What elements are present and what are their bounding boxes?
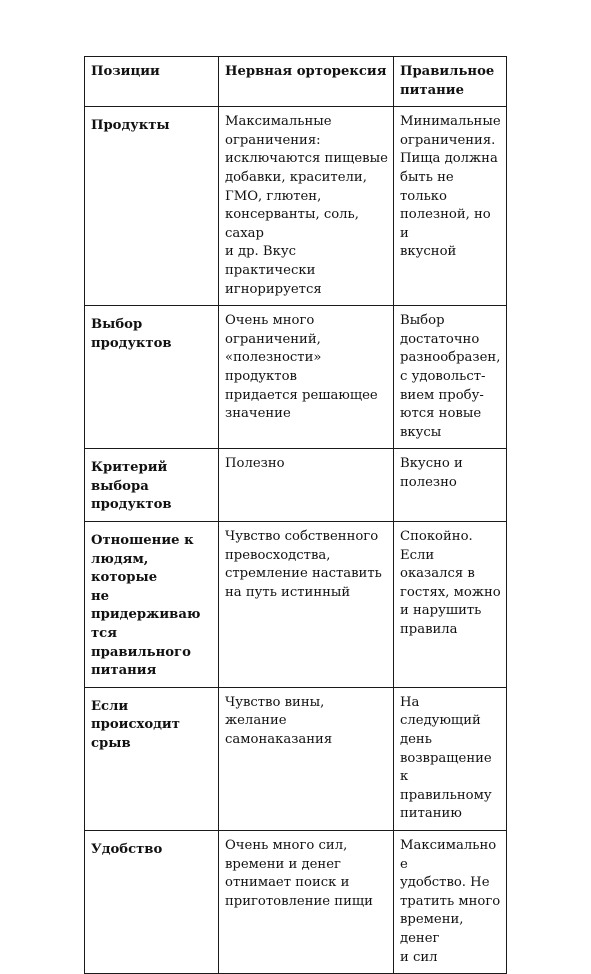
table-row	[85, 306, 507, 449]
table-row	[85, 687, 507, 830]
row-proper-cell: Минимальные ограничения. Пища должна быть не только полезной, но и вкусной	[394, 107, 507, 306]
table-body	[85, 107, 507, 974]
header-positions: Позиции	[85, 57, 219, 107]
header-row	[85, 57, 507, 107]
comparison-table	[84, 56, 507, 974]
row-proper-cell: Максимальное удобство. Не тратить много времени, денег и сил	[394, 830, 507, 973]
table-row	[85, 449, 507, 522]
row-orthorexia-cell: Полезно	[219, 449, 394, 522]
row-orthorexia-cell: Очень много ограничений, «полезности» продуктов придается решающее значение	[219, 306, 394, 449]
row-position-cell: Продукты	[85, 107, 219, 306]
table-header	[85, 57, 507, 107]
table-row	[85, 107, 507, 306]
row-position-cell: Удобство	[85, 830, 219, 973]
row-proper-cell: Вкусно и полезно	[394, 449, 507, 522]
row-position-cell: Если происходит срыв	[85, 687, 219, 830]
row-orthorexia-cell: Очень много сил, времени и денег отнимает поиск и приготовление пищи	[219, 830, 394, 973]
table-row	[85, 830, 507, 973]
header-proper-nutrition: Правильное питание	[394, 57, 507, 107]
row-orthorexia-cell: Чувство собственного превосходства, стремление наставить на путь истинный	[219, 522, 394, 688]
row-proper-cell: На следующий день возвращение к правильному питанию	[394, 687, 507, 830]
row-proper-cell: Выбор достаточно разнообразен, с удовольст- вием пробу- ются новые вкусы	[394, 306, 507, 449]
table-row	[85, 522, 507, 688]
row-orthorexia-cell: Чувство вины, желание самонаказания	[219, 687, 394, 830]
row-position-cell: Выбор продуктов	[85, 306, 219, 449]
row-position-cell: Критерий выбора продуктов	[85, 449, 219, 522]
header-orthorexia: Нервная орторексия	[219, 57, 394, 107]
row-proper-cell: Спокойно. Если оказался в гостях, можно и нарушить правила	[394, 522, 507, 688]
row-orthorexia-cell: Максимальные ограничения: исключаются пищевые добавки, красители, ГМО, глютен, консерванты, соль, сахар и др. Вкус практически игнорируется	[219, 107, 394, 306]
row-position-cell: Отношение к людям, которые не придерживаю тся правильного питания	[85, 522, 219, 688]
